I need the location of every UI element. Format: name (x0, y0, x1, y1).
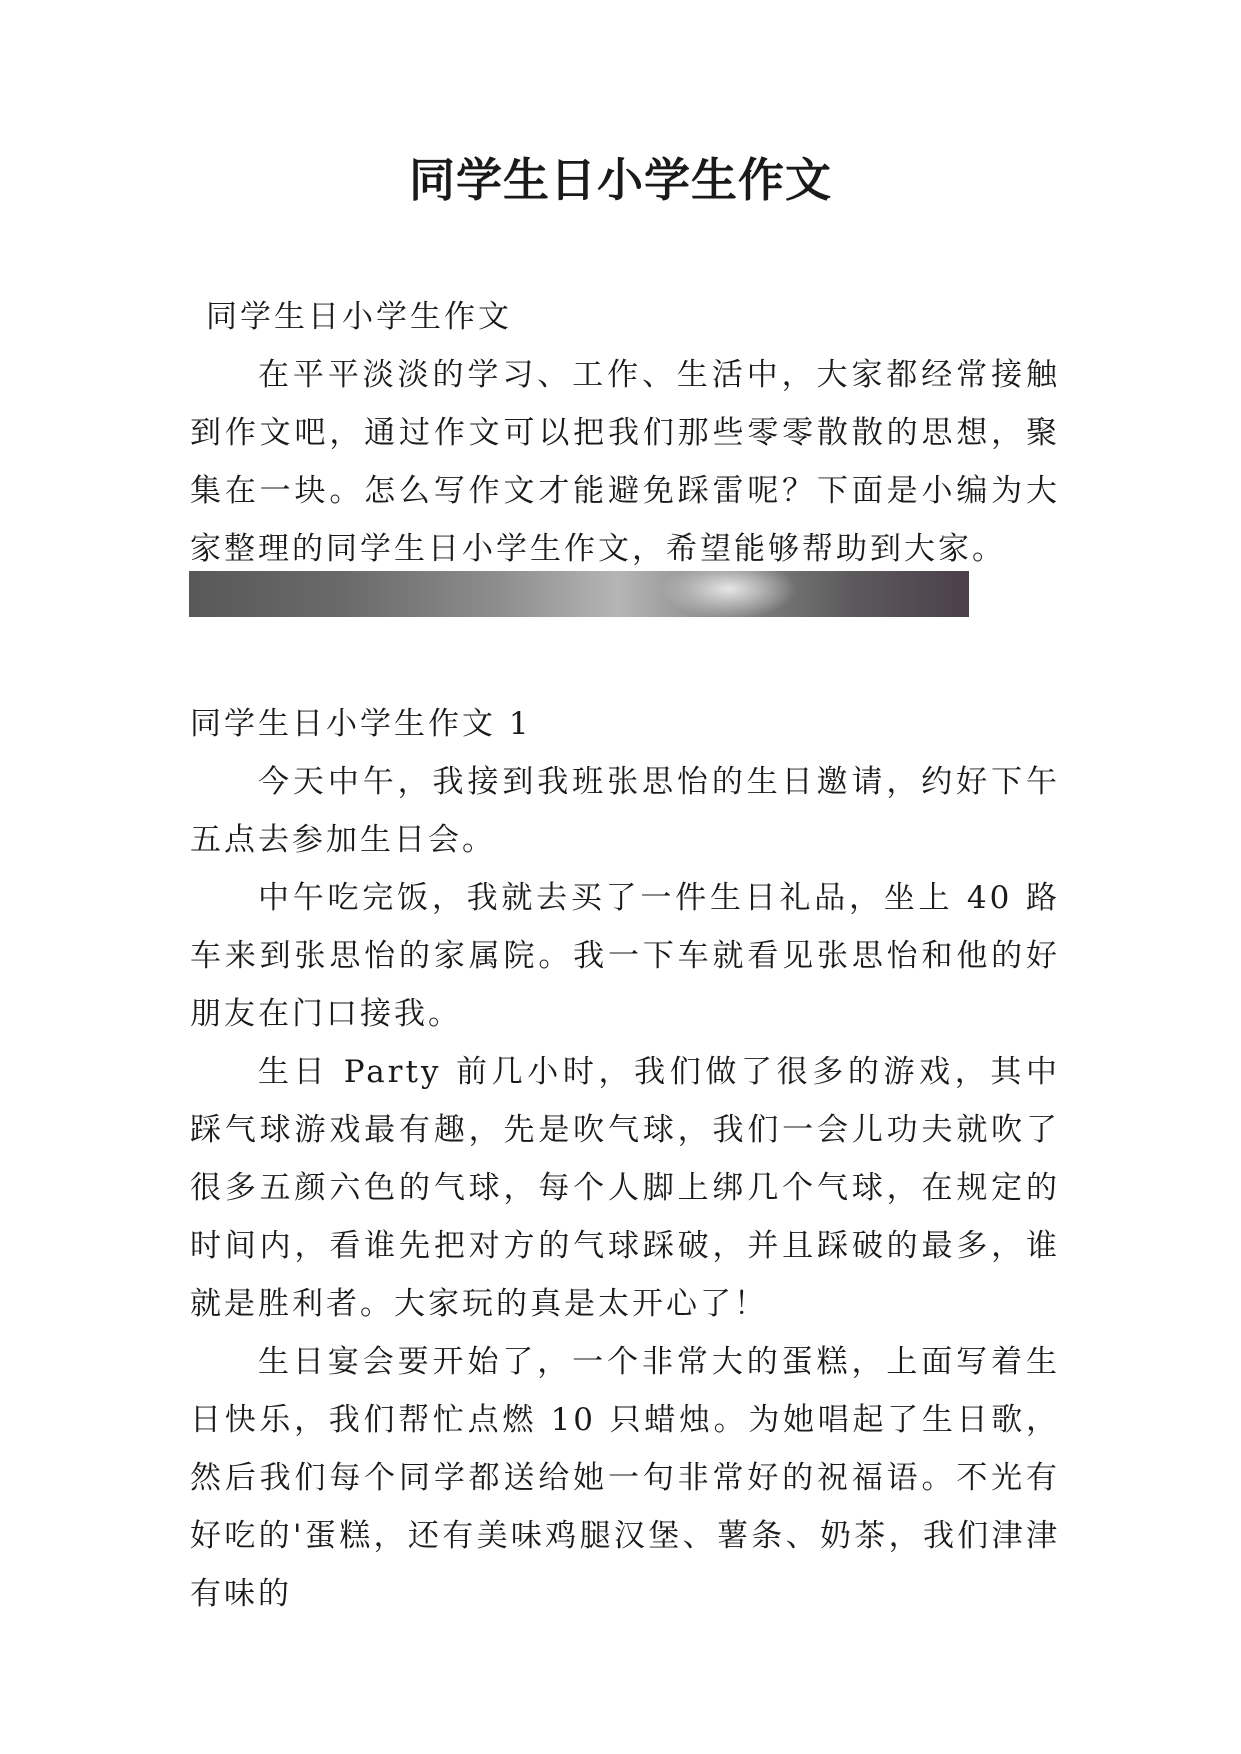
section-heading: 同学生日小学生作文 1 (190, 706, 532, 742)
intro-paragraph: 在平平淡淡的学习、工作、生活中，大家都经常接触到作文吧，通过作文可以把我们那些零零散散的思想，聚集在一块。怎么写作文才能避免踩雷呢？下面是小编为大家整理的同学生日小学生作文，希望能够帮助到大家。 (190, 357, 1060, 567)
document-subtitle: 同学生日小学生作文 (206, 299, 512, 335)
essay-paragraph: 生日宴会要开始了，一个非常大的蛋糕，上面写着生日快乐，我们帮忙点燃 10 只蜡烛。为她唱起了生日歌，然后我们每个同学都送给她一句非常好的祝福语。不光有好吃的'蛋糕，还有美味鸡腿汉堡、薯条、奶茶，我们津津有味的 (190, 1344, 1060, 1612)
document-title: 同学生日小学生作文 (409, 153, 832, 207)
essay-paragraph: 生日 Party 前几小时，我们做了很多的游戏，其中踩气球游戏最有趣，先是吹气球，我们一会儿功夫就吹了很多五颜六色的气球，每个人脚上绑几个气球，在规定的时间内，看谁先把对方的气球踩破，并且踩破的最多，谁就是胜利者。大家玩的真是太开心了！ (190, 1054, 1060, 1322)
essay-paragraph: 中午吃完饭，我就去买了一件生日礼品，坐上 40 路车来到张思怡的家属院。我一下车就看见张思怡和他的好朋友在门口接我。 (190, 880, 1060, 1032)
decorative-image (189, 571, 969, 617)
intro-block (190, 346, 1060, 578)
essay-body (190, 695, 1060, 1623)
essay-paragraph: 今天中午，我接到我班张思怡的生日邀请，约好下午五点去参加生日会。 (190, 764, 1060, 858)
